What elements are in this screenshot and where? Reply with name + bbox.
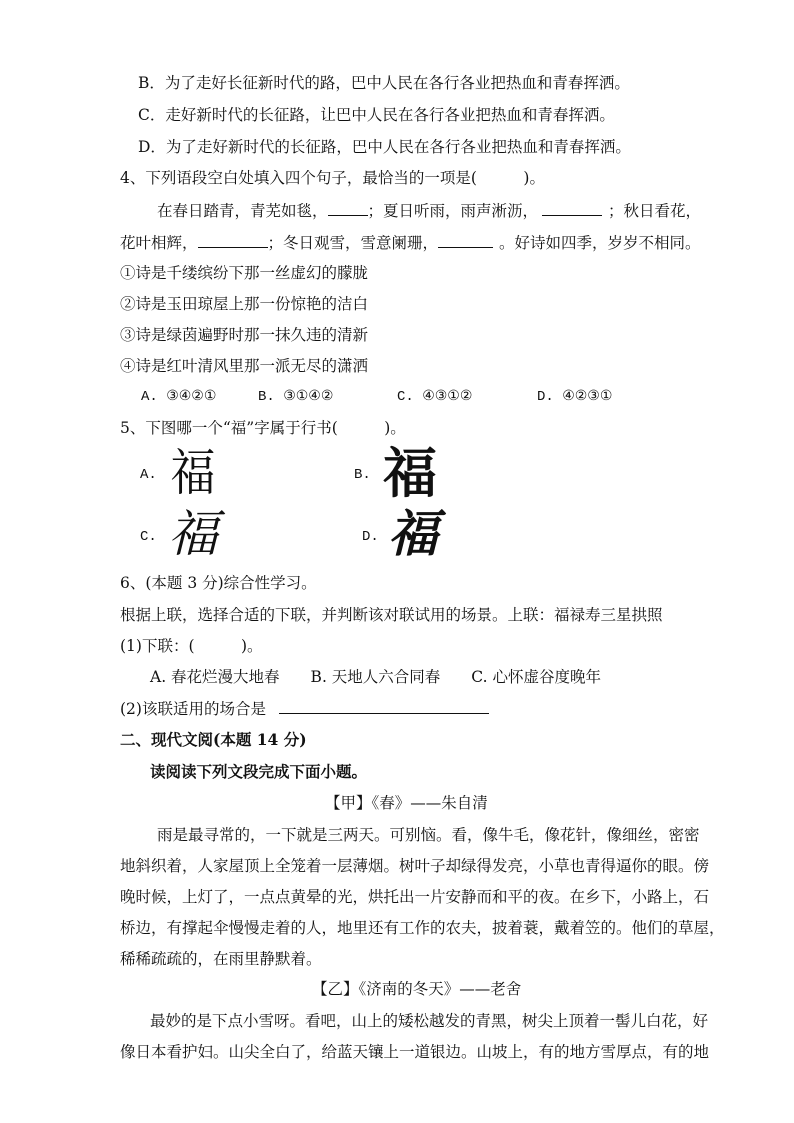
q6-stem: 6、(本题 3 分)综合性学习。 — [120, 574, 317, 592]
fu-character-bold-script: 福 — [388, 506, 438, 562]
q4-option-b[interactable]: B. ③①④② — [258, 389, 334, 405]
q6-sub2-text: (2)该联适用的场合是 — [120, 700, 266, 718]
q4-option-a[interactable]: A. ③④②① — [141, 389, 217, 405]
q4-text: 花叶相辉， — [120, 234, 198, 252]
q4-sentence-2: ②诗是玉田琼屋上那一份惊艳的洁白 — [120, 295, 369, 313]
passage-a-line: 晚时候，上灯了，一点点黄晕的光，烘托出一片安静而和平的夜。在乡下，小路上，石 — [120, 888, 710, 906]
passage-a-title: 【甲】《春》——朱自清 — [325, 794, 488, 812]
q4-sentence-1: ①诗是千缕缤纷下那一丝虚幻的朦胧 — [120, 264, 369, 282]
q6-sub-question-2 — [120, 698, 489, 719]
q6-answer-blank[interactable] — [279, 698, 489, 714]
passage-a-line: 雨是最寻常的，一下就是三两天。可别恼。看，像牛毛，像花针，像细丝，密密 — [157, 826, 700, 844]
passage-a-line: 桥边，有撑起伞慢慢走着的人，地里还有工作的农夫，披着蓑，戴着笠的。他们的草屋， — [120, 919, 725, 937]
q5-label-b[interactable]: B. — [354, 467, 371, 483]
passage-b-line: 最妙的是下点小雪呀。看吧，山上的矮松越发的青黑，树尖上顶着一髻儿白花，好 — [150, 1012, 709, 1030]
q4-text: ；秋日看花， — [608, 202, 702, 220]
passage-b-title: 【乙】《济南的冬天》——老舍 — [312, 980, 522, 998]
q4-text: ；夏日听雨，雨声淅沥， — [367, 202, 539, 220]
q3-option-c: C．走好新时代的长征路，让巴中人民在各行各业把热血和青春挥洒。 — [138, 106, 615, 124]
passage-a-line: 稀稀疏疏的，在雨里静默着。 — [120, 950, 322, 968]
q5-label-c[interactable]: C. — [140, 529, 157, 545]
q6-options: A. 春花烂漫大地春 B. 天地人六合同春 C. 心怀虚谷度晚年 — [150, 668, 601, 686]
q4-text: ；冬日观雪，雪意阑珊， — [267, 234, 439, 252]
q5-stem: 5、下图哪一个“福”字属于行书( )。 — [120, 419, 406, 437]
fu-character-seal-script: 福 — [170, 444, 216, 502]
q4-sentence-4: ④诗是红叶清风里那一派无尽的潇洒 — [120, 357, 369, 375]
q4-passage-line-2 — [120, 232, 701, 253]
q4-option-c[interactable]: C. ④③①② — [397, 389, 473, 405]
fu-character-running-script: 福 — [168, 505, 218, 563]
passage-a-line: 地斜织着，人家屋顶上全笼着一层薄烟。树叶子却绿得发亮，小草也青得逼你的眼。傍 — [120, 857, 710, 875]
q4-stem: 4、下列语段空白处填入四个句子，最恰当的一项是( )。 — [120, 169, 545, 187]
section-2-instruction: 读阅读下列文段完成下面小题。 — [150, 762, 368, 781]
q3-option-d: D．为了走好新时代的长征路，巴中人民在各行各业把热血和青春挥洒。 — [138, 138, 631, 156]
q4-text: 。好诗如四季，岁岁不相同。 — [499, 234, 701, 252]
q4-passage-line-1 — [157, 200, 701, 221]
q4-blank-1[interactable] — [328, 200, 368, 216]
q5-label-a[interactable]: A. — [140, 467, 157, 483]
q4-blank-2[interactable] — [542, 200, 602, 216]
section-2-title: 二、现代文阅(本题 14 分) — [120, 730, 307, 749]
q5-label-d[interactable]: D. — [362, 529, 379, 545]
q4-blank-4[interactable] — [438, 232, 493, 248]
q3-option-b: B．为了走好长征新时代的路，巴中人民在各行各业把热血和青春挥洒。 — [138, 74, 630, 92]
q6-sub-question-1: (1)下联：( )。 — [120, 637, 263, 655]
passage-b-line: 像日本看护妇。山尖全白了，给蓝天镶上一道银边。山坡上，有的地方雪厚点，有的地 — [120, 1043, 710, 1061]
q4-text: 在春日踏青，青芜如毯， — [157, 202, 328, 220]
q4-option-d[interactable]: D. ④②③① — [537, 389, 613, 405]
q6-intro: 根据上联，选择合适的下联，并判断该对联试用的场景。上联：福禄寿三星拱照 — [120, 606, 663, 624]
q4-sentence-3: ③诗是绿茵遍野时那一抹久违的清新 — [120, 326, 369, 344]
q4-blank-3[interactable] — [198, 232, 268, 248]
fu-character-regular-script: 福 — [383, 442, 437, 505]
